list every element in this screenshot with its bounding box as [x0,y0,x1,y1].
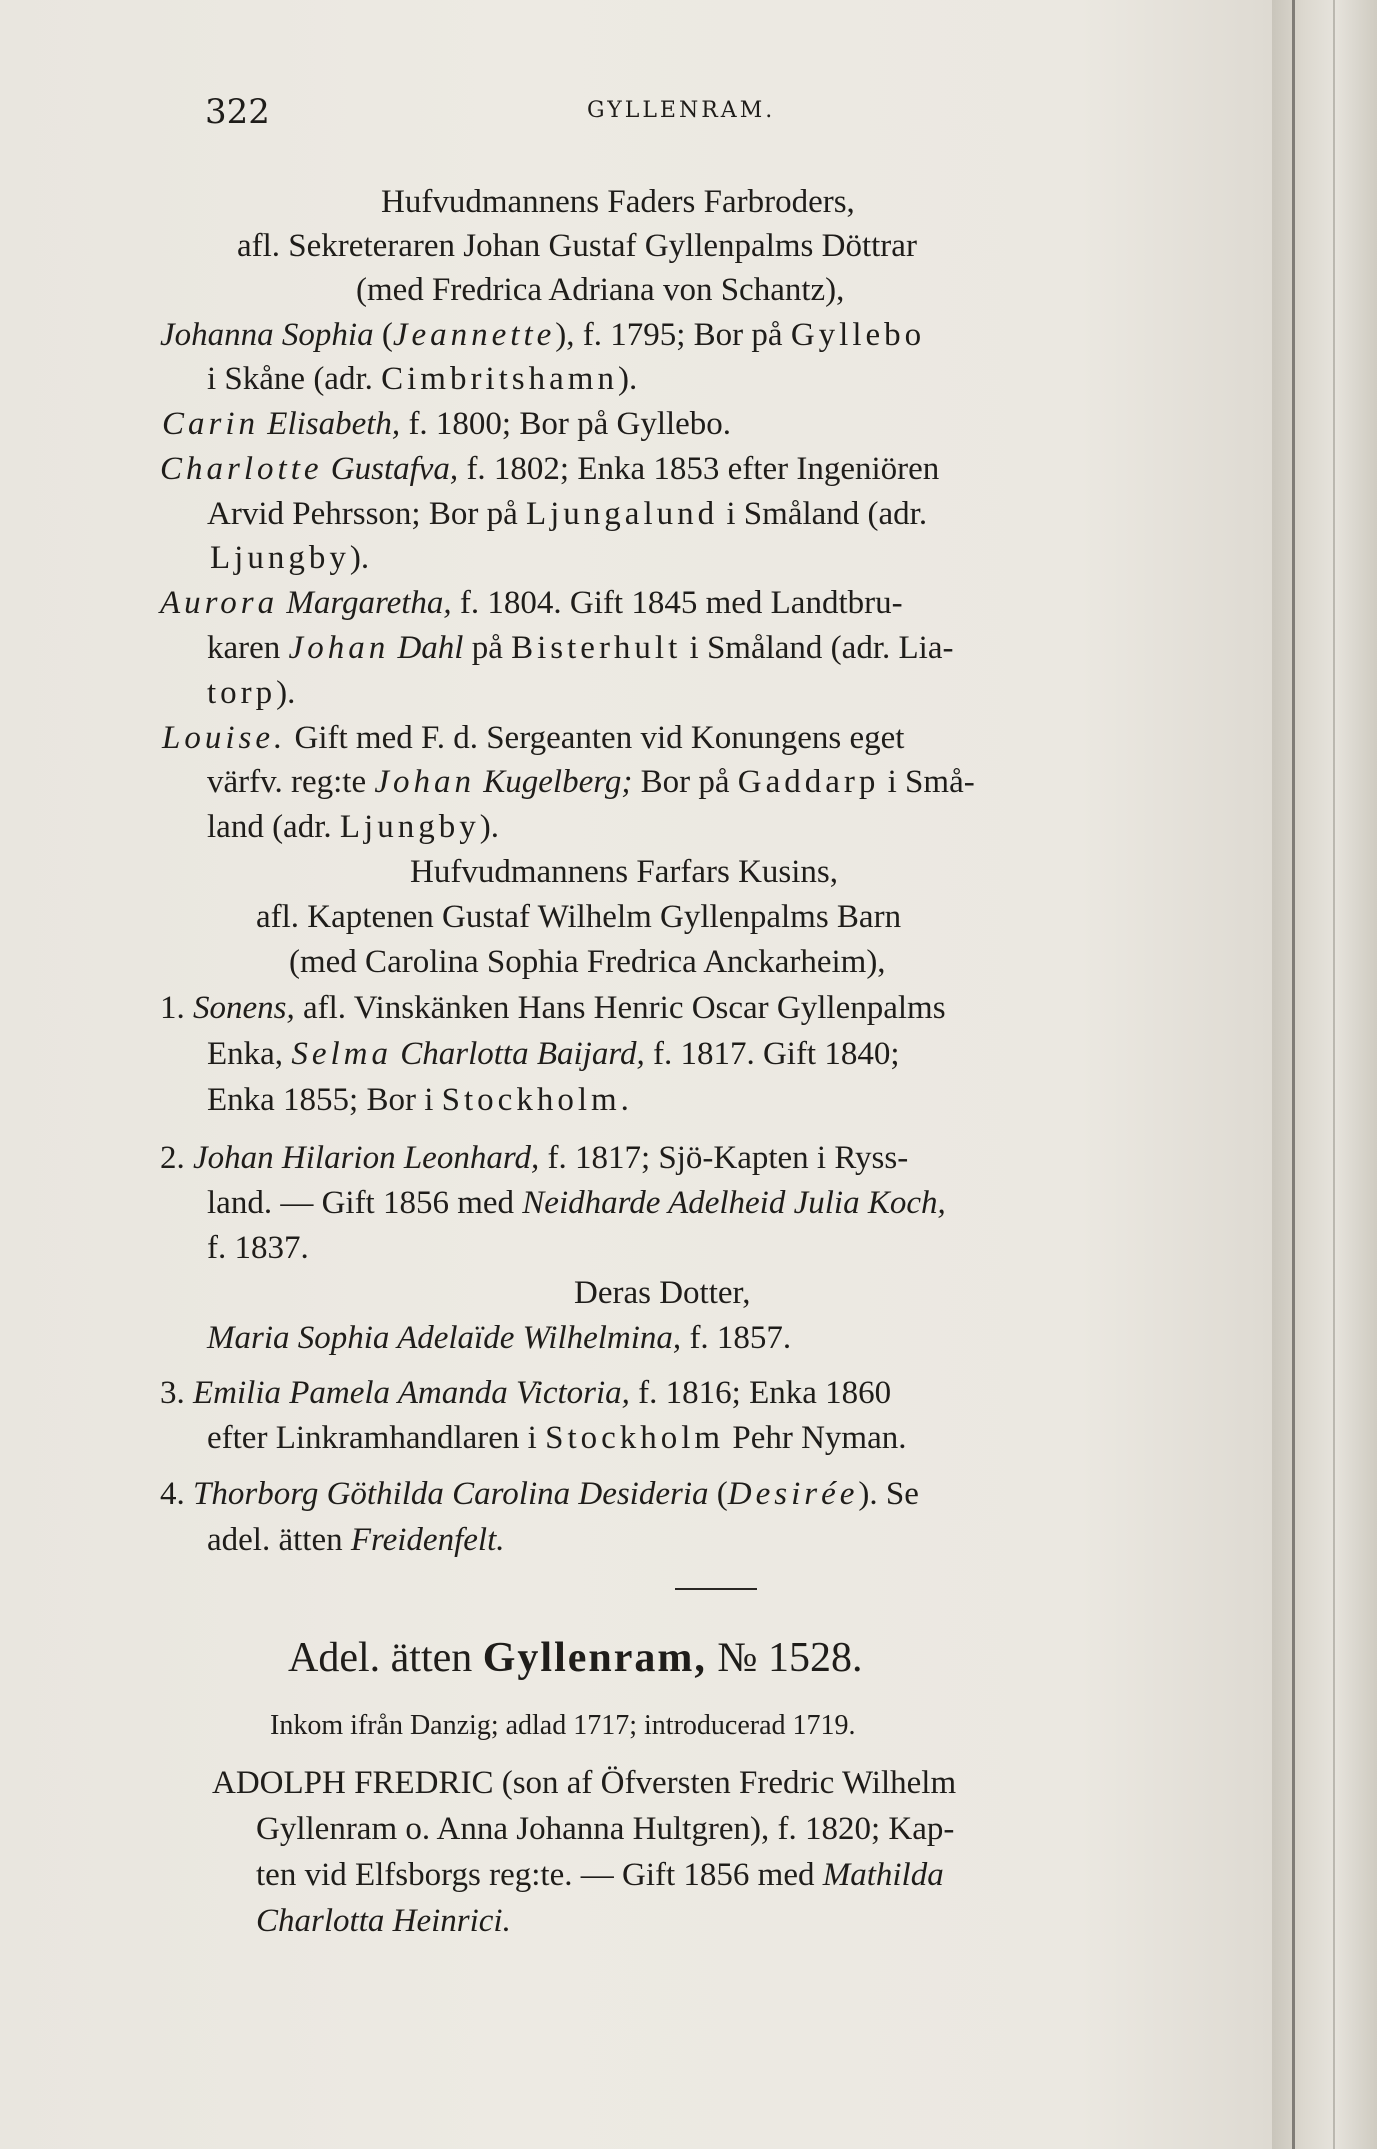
text-line: torp). [207,675,296,711]
text-line: afl. Kaptenen Gustaf Wilhelm Gyllenpalms Barn [256,899,902,935]
running-head [205,92,776,132]
page-number: 322 [205,92,270,132]
text-line: 4. Thorborg Göthilda Carolina Desideria (Desirée). Se [160,1476,919,1512]
running-title: GYLLENRAM. [587,98,776,123]
text-line: ADOLPH FREDRIC (son af Öfversten Fredric Wilhelm [212,1765,957,1801]
text-line: Johanna Sophia (Jeannette), f. 1795; Bor på Gyllebo [160,317,926,353]
text-line: Aurora Margaretha, f. 1804. Gift 1845 med Landtbru- [160,585,903,621]
gutter-edge-line [1292,0,1295,2149]
text-line: 1. Sonens, afl. Vinskänken Hans Henric Oscar Gyllenpalms [160,990,946,1026]
section-subheading: Inkom ifrån Danzig; adlad 1717; introducerad 1719. [270,1710,856,1741]
gutter-edge-line-2 [1333,0,1335,2149]
text-line: 3. Emilia Pamela Amanda Victoria, f. 1816; Enka 1860 [160,1375,892,1411]
text-line: Deras Dotter, [574,1275,751,1311]
text-line: f. 1837. [207,1230,309,1266]
text-line: Louise. Gift med F. d. Sergeanten vid Konungens eget [162,720,905,756]
text-line: Hufvudmannens Faders Farbroders, [381,184,855,220]
text-line: land. — Gift 1856 med Neidharde Adelheid Julia Koch, [207,1185,946,1221]
text-line: efter Linkramhandlaren i Stockholm Pehr Nyman. [207,1420,907,1456]
text-line: Enka, Selma Charlotta Baijard, f. 1817. Gift 1840; [207,1036,900,1072]
text-line: ten vid Elfsborgs reg:te. — Gift 1856 med Mathilda [256,1857,944,1893]
text-line: land (adr. Ljungby). [207,809,499,845]
section-heading: Adel. ätten Gyllenram, № 1528. [288,1635,863,1681]
text-line: (med Fredrica Adriana von Schantz), [356,272,845,308]
text-line: Charlotte Gustafva, f. 1802; Enka 1853 efter Ingeniören [160,451,940,487]
text-line: Charlotta Heinrici. [256,1903,511,1939]
text-line: (med Carolina Sophia Fredrica Anckarheim), [289,944,886,980]
text-line: adel. ätten Freidenfelt. [207,1522,505,1558]
text-line: Maria Sophia Adelaïde Wilhelmina, f. 1857. [207,1320,792,1356]
text-line: värfv. reg:te Johan Kugelberg; Bor på Gaddarp i Små- [207,764,975,800]
text-line: i Skåne (adr. Cimbritshamn). [207,361,638,397]
text-line: 2. Johan Hilarion Leonhard, f. 1817; Sjö-Kapten i Ryss- [160,1140,909,1176]
text-line: Carin Elisabeth, f. 1800; Bor på Gyllebo. [162,406,732,442]
text-line: Arvid Pehrsson; Bor på Ljungalund i Småland (adr. [207,496,928,532]
text-line: Hufvudmannens Farfars Kusins, [410,854,839,890]
section-divider [675,1588,757,1590]
text-line: Enka 1855; Bor i Stockholm. [207,1082,629,1118]
text-line: Gyllenram o. Anna Johanna Hultgren), f. 1820; Kap- [256,1811,955,1847]
text-line: karen Johan Dahl på Bisterhult i Småland (adr. Lia- [207,630,954,666]
text-line: afl. Sekreteraren Johan Gustaf Gyllenpalms Döttrar [237,228,917,264]
book-gutter [1272,0,1377,2149]
text-line: Ljungby). [210,540,370,576]
